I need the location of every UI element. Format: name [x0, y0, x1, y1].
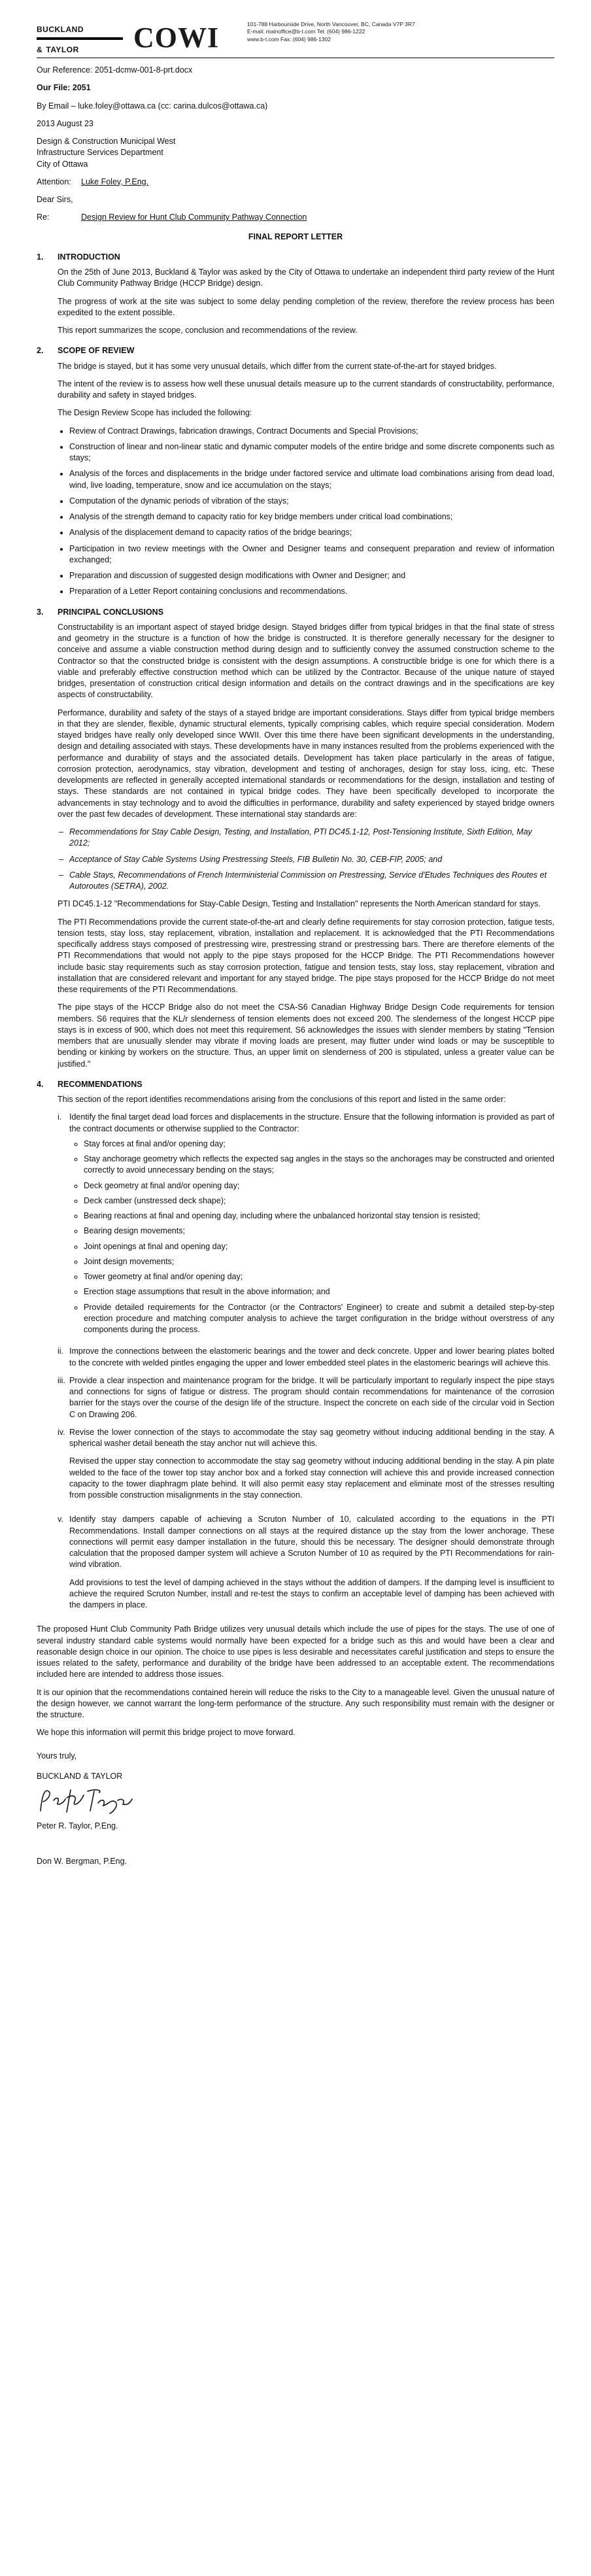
sub-list: [69, 1139, 554, 1336]
paragraph: We hope this information will permit this bridge project to move forward.: [37, 1728, 296, 1738]
recipient-line: Infrastructure Services Department: [37, 148, 163, 158]
recipient-line: City of Ottawa: [37, 159, 88, 169]
list-item: ◦ Deck geometry at final and/or opening day;: [84, 1180, 554, 1192]
paragraph: The progress of work at the site was subject to some delay pending completion of the review, therefore the review process has been expedited to the extent possible.: [58, 296, 554, 317]
letter-date: 2013 August 23: [37, 118, 93, 128]
address-line: E-mail: mainoffice@b-t.com Tel: (604) 986-1222: [247, 28, 365, 35]
our-reference: Our Reference: 2051-dcmw-001-8-prt.docx: [37, 65, 193, 75]
report-title: FINAL REPORT LETTER: [248, 232, 343, 241]
paragraph: Performance, durability and safety of the stays of a stayed bridge are important considerations. Stays differ from typical bridge members in that they are slender, flexible, dynamic structural elements, typically comprising cables, which require special consideration. Modern stayed bridges have really only developed since WWII. Over this time there have been significant developments in the understanding, design and detailing associated with stays. These developments have in many instances resulted from the problems experienced with the performance and durability of stays and the associated details. Development has taken place particularly in the areas of fatigue, corrosion protection, aerodynamics, stay vibration, development and testing of anchorages, design for stay loss, icing, etc. These developments are reflected in generally accepted international standards or recommendations for the design, installation and testing of stays. These standards are not contained in typical bridge codes. They have been specifically developed to incorporate the advancements in stay technology and to avoid the difficulties in performance, durability and safety experienced by stayed bridge owners over the past few decades of development. These international stay standards are:: [58, 708, 554, 819]
list-item: ◦ Joint design movements;: [84, 1256, 554, 1267]
paragraph: The Design Review Scope has included the following:: [58, 408, 252, 418]
section-heading-introduction: [37, 252, 554, 263]
handwritten-signature: [37, 1785, 554, 1819]
paragraph: The bridge is stayed, but it has some very unusual details, which differ from the current state-of-the-art for stayed bridges.: [58, 361, 497, 371]
scope-list: [58, 426, 554, 598]
item-text: Improve the connections between the elastomeric bearings and the tower and deck concrete. Upper and lower bearing plates bolted to the concrete with welded pintles engaging the upper and lower embedded steel plates in the elastomeric bearings will achieve this.: [69, 1347, 554, 1367]
logo-text-buckland: BUCKLAND: [37, 25, 84, 34]
standards-list: [58, 827, 554, 892]
buckland-taylor-logo: [37, 21, 123, 57]
section-title: PRINCIPAL CONCLUSIONS: [58, 607, 164, 617]
subject-label: Re:: [37, 213, 50, 222]
list-item: • Analysis of the forces and displacements in the bridge under factored service and ultimate load combinations arising from dead load, wind, live loading, temperature, snow and ice accumulation on the stays;: [69, 468, 554, 491]
cc-line: Don W. Bergman, P.Eng.: [37, 1856, 127, 1866]
recommendation-item: [58, 1375, 554, 1420]
paragraph: The pipe stays of the HCCP Bridge also do not meet the CSA-S6 Canadian Highway Bridge Design Code requirements for tension members. S6 requires that the KL/r slenderness of tension elements does not exceed 200. The slenderness of the longest HCCP pipe stays is in excess of 900, which does not meet this requirement. S6 acknowledges the issues with slender members by stating "Tension members that are unusually slender may vibrate if moving loads are present, may flutter under wind loads or may be susceptible to bending or kinking by workers on the structure. Thus, an upper limit on slenderness of 200 is stipulated, unless a greater value can be justified.": [58, 1003, 554, 1069]
recipient-block: [37, 136, 554, 170]
recommendation-item: [58, 1346, 554, 1369]
subject-line: [37, 212, 554, 223]
list-item: • Preparation of a Letter Report containing conclusions and recommendations.: [69, 586, 554, 597]
firm-name: BUCKLAND & TAYLOR: [37, 1771, 123, 1781]
list-item: • Construction of linear and non-linear static and dynamic computer models of the entire bridge and some discrete components such as stays;: [69, 441, 554, 464]
list-item: ◦ Erection stage assumptions that result in the above information; and: [84, 1286, 554, 1297]
attention-value: Luke Foley, P.Eng.: [81, 177, 149, 186]
email-line: By Email – luke.foley@ottawa.ca (cc: carina.dulcos@ottawa.ca): [37, 101, 268, 111]
paragraph: The PTI Recommendations provide the current state-of-the-art and clearly define requirements for stay corrosion protection, fatigue tests, tension tests, stay loss, stay replacement, vibration, installation and replacement. It is acknowledged that the PTI Recommendations specifically address stays composed of prestressing wire, prestressing strand or prestressing bars. There are therefore elements of the PTI Recommendations that would not apply to the pipe stays proposed for the HCCP Bridge. The PTI Recommendations however include basic stay requirements such as stay corrosion protection, fatigue and tension tests, stay loss, stay replacement, vibration and installation that are considered relevant and important for any stayed bridge. The pipe stays proposed for the HCCP Bridge do not meet these requirements of the PTI Recommendations.: [58, 917, 554, 994]
recommendation-item: [58, 1112, 554, 1339]
address-line: 101-788 Harbourside Drive, North Vancouver, BC, Canada V7P 3R7: [247, 21, 415, 27]
item-number: iii.: [58, 1375, 65, 1385]
attention-label: Attention:: [37, 177, 71, 186]
list-item: – Recommendations for Stay Cable Design, Testing, and Installation, PTI DC45.1-12, Post-Tensioning Institute, Sixth Edition, May 2012;: [69, 827, 554, 850]
section-number: 2.: [37, 346, 44, 356]
item-text: Provide a clear inspection and maintenance program for the bridge. It will be particularly important to regularly inspect the pipe stays and connections for signs of fatigue or distress. The program should contain recommendations for maintenance of the corrosion barrier for the stays over the course of the design life of the structure. Inspect the concrete on each side of the circular void in Section C on Drawing 206.: [69, 1375, 554, 1419]
subject-value: Design Review for Hunt Club Community Pathway Connection: [81, 213, 307, 222]
list-item: • Preparation and discussion of suggested design modifications with Owner and Designer; and: [69, 570, 554, 581]
item-text: Identify stay dampers capable of achieving a Scruton Number of 10, calculated according to the equations in the PTI Recommendations. Install damper connections on all stays at the required distance up the stay from the lower anchorage. These connections will permit easy damper installation in the future, should this be necessary. The designer should demonstrate through calculation that the proposed damper system will achieve a Scruton Number of 10 as required by the PTI Recommendations for rain-wind vibration.: [69, 1515, 554, 1570]
list-item: • Participation in two review meetings with the Owner and Designer teams and consequent preparation and review of information exchanged;: [69, 543, 554, 566]
item-text: Revise the lower connection of the stays to accommodate the stay sag geometry without inducing additional bending in the stay. A spherical washer detail beneath the stay anchor nut will achieve this.: [69, 1427, 554, 1448]
section-title: INTRODUCTION: [58, 252, 120, 262]
list-item: • Analysis of the strength demand to capacity ratio for key bridge members under critical load combinations;: [69, 511, 554, 523]
section-heading-recommendations: [37, 1079, 554, 1090]
closing-block: [37, 1624, 554, 1738]
section-heading-scope: [37, 345, 554, 356]
recipient-line: Design & Construction Municipal West: [37, 137, 176, 146]
section-number: 4.: [37, 1079, 44, 1089]
list-item: • Review of Contract Drawings, fabrication drawings, Contract Documents and Special Provisions;: [69, 426, 554, 437]
paragraph: This report summarizes the scope, conclusion and recommendations of the review.: [58, 326, 358, 335]
list-item: ◦ Bearing reactions at final and opening day, including where the unbalanced horizontal stay tension is resisted;: [84, 1211, 554, 1222]
section-body-conclusions: [58, 622, 554, 820]
list-item: • Analysis of the displacement demand to capacity ratios of the bridge bearings;: [69, 527, 554, 538]
section-title: RECOMMENDATIONS: [58, 1079, 143, 1089]
paragraph: PTI DC45.1-12 "Recommendations for Stay-Cable Design, Testing and Installation" represents the North American standard for stays.: [58, 899, 541, 909]
our-file: Our File: 2051: [37, 83, 91, 93]
section-body-introduction: [58, 267, 554, 336]
list-item: ◦ Deck camber (unstressed deck shape);: [84, 1195, 554, 1207]
letterhead: [37, 18, 554, 58]
list-item: – Acceptance of Stay Cable Systems Using Prestressing Steels, FIB Bulletin No. 30, CEB-FIP, 2005; and: [69, 854, 554, 865]
signature-block: [37, 1751, 554, 1832]
closing-phrase: Yours truly,: [37, 1751, 77, 1760]
item-text: Add provisions to test the level of damping achieved in the stays without the addition of dampers. If the damping level is insufficient to achieve the required Scruton Number, install and re-test the stays to confirm an acceptable level of damping has been achieved with the dampers in place.: [69, 1577, 554, 1609]
signer-name: Peter R. Taylor, P.Eng.: [37, 1821, 118, 1831]
section-number: 3.: [37, 607, 44, 617]
cowi-logo: COWI: [133, 22, 220, 54]
recommendation-item: [58, 1427, 554, 1508]
list-item: ◦ Provide detailed requirements for the Contractor (or the Contractors' Engineer) to create and submit a detailed step-by-step erection procedure and matching computer analysis to achieve the target configuration in the bridge without overstress of any components during the process.: [84, 1302, 554, 1336]
list-item: • Computation of the dynamic periods of vibration of the stays;: [69, 496, 554, 507]
attention-line: [37, 177, 554, 188]
section-title: SCOPE OF REVIEW: [58, 346, 135, 356]
section-body-recommendations: [58, 1094, 554, 1105]
recommendations-list: [58, 1112, 554, 1617]
paragraph: Constructability is an important aspect of stayed bridge design. Stayed bridges differ from typical bridges in that the final state of stress and geometry in the structure is a function of how the bridge is constructed. It is therefore generally necessary for the designer to conceive and assume a viable construction method during design and to sufficiently convey the assumed construction scheme to the Contractor so that the constructed bridge is consistent with the design assumptions. A constructible bridge is one for which there is a viable and preferably effective construction method which can be utilized by the Contractor. Because of the unique nature of stayed bridges, presentation of construction critical design information and details on the contract drawings and in the specifications are key aspects of constructability.: [58, 622, 554, 700]
list-item: ◦ Joint openings at final and opening day;: [84, 1241, 554, 1252]
list-item: ◦ Bearing design movements;: [84, 1226, 554, 1237]
paragraph: It is our opinion that the recommendations contained herein will reduce the risks to the City to a manageable level. Given the unusual nature of the design however, we cannot warrant the long-term performance of the structure. Any such responsibility must remain with the designer or the structure.: [37, 1687, 554, 1719]
section-body-conclusions-cont: [58, 899, 554, 1070]
list-item: ◦ Tower geometry at final and/or opening day;: [84, 1271, 554, 1282]
item-number: v.: [58, 1515, 63, 1524]
item-number: i.: [58, 1112, 62, 1122]
list-item: ◦ Stay anchorage geometry which reflects the expected sag angles in the stays so the anchorages may be constructed and oriented correctly to avoid unnecessary bending on the stays;: [84, 1154, 554, 1176]
section-number: 1.: [37, 252, 44, 262]
list-item: – Cable Stays, Recommendations of French Interministerial Commission on Prestressing, Service d'Etudes Techniques des Routes et Autoroutes (SETRA), 2002.: [69, 870, 554, 893]
paragraph: The proposed Hunt Club Community Path Bridge utilizes very unusual details which include the use of pipes for the stays. The use of one of several industry standard cable systems would normally have been expected for a bridge such as this and would have been a clear and reasonable design choice in our opinion. The choice to use pipes is less desirable and necessitates careful justification and steps to ensure the issues related to the safety, performance and durability of the bridge have been addressed to an acceptable extent. The recommendations included here are intended to address those issues.: [37, 1624, 554, 1679]
letterhead-address: [247, 21, 415, 43]
logo-text-amp: &: [37, 45, 43, 55]
item-text: Identify the final target dead load forces and displacements in the structure. Ensure that the following information is provided as part of the contract documents or otherwise supplied to the Contractor:: [69, 1112, 554, 1133]
section-heading-conclusions: [37, 607, 554, 618]
item-number: ii.: [58, 1347, 64, 1356]
recommendation-item: [58, 1514, 554, 1617]
paragraph: The intent of the review is to assess how well these unusual details measure up to the current standards of constructability, performance, durability and safety in stayed bridges.: [58, 379, 554, 400]
item-text: Revised the upper stay connection to accommodate the stay sag geometry without inducing additional bending in the stay. A pin plate welded to the face of the tower top stay anchor box and a forked stay connection will achieve this and provide increased connection capacity to the tower diaphragm plate behind. It will also permit easy stay replacement and eliminate most of the stresses resulting from possible construction misalignments in the stay connection.: [69, 1456, 554, 1500]
list-item: ◦ Stay forces at final and/or opening day;: [84, 1139, 554, 1150]
item-number: iv.: [58, 1427, 65, 1437]
paragraph: This section of the report identifies recommendations arising from the conclusions of this report and listed in the same order:: [58, 1095, 506, 1104]
address-line: www.b-t.com Fax: (604) 986-1302: [247, 35, 331, 43]
logo-text-taylor: TAYLOR: [46, 45, 79, 55]
section-body-scope: [58, 361, 554, 419]
paragraph: On the 25th of June 2013, Buckland & Taylor was asked by the City of Ottawa to undertake an independent third party review of the Hunt Club Community Pathway Bridge (HCCP Bridge) design.: [58, 267, 554, 288]
salutation: Dear Sirs,: [37, 195, 73, 204]
